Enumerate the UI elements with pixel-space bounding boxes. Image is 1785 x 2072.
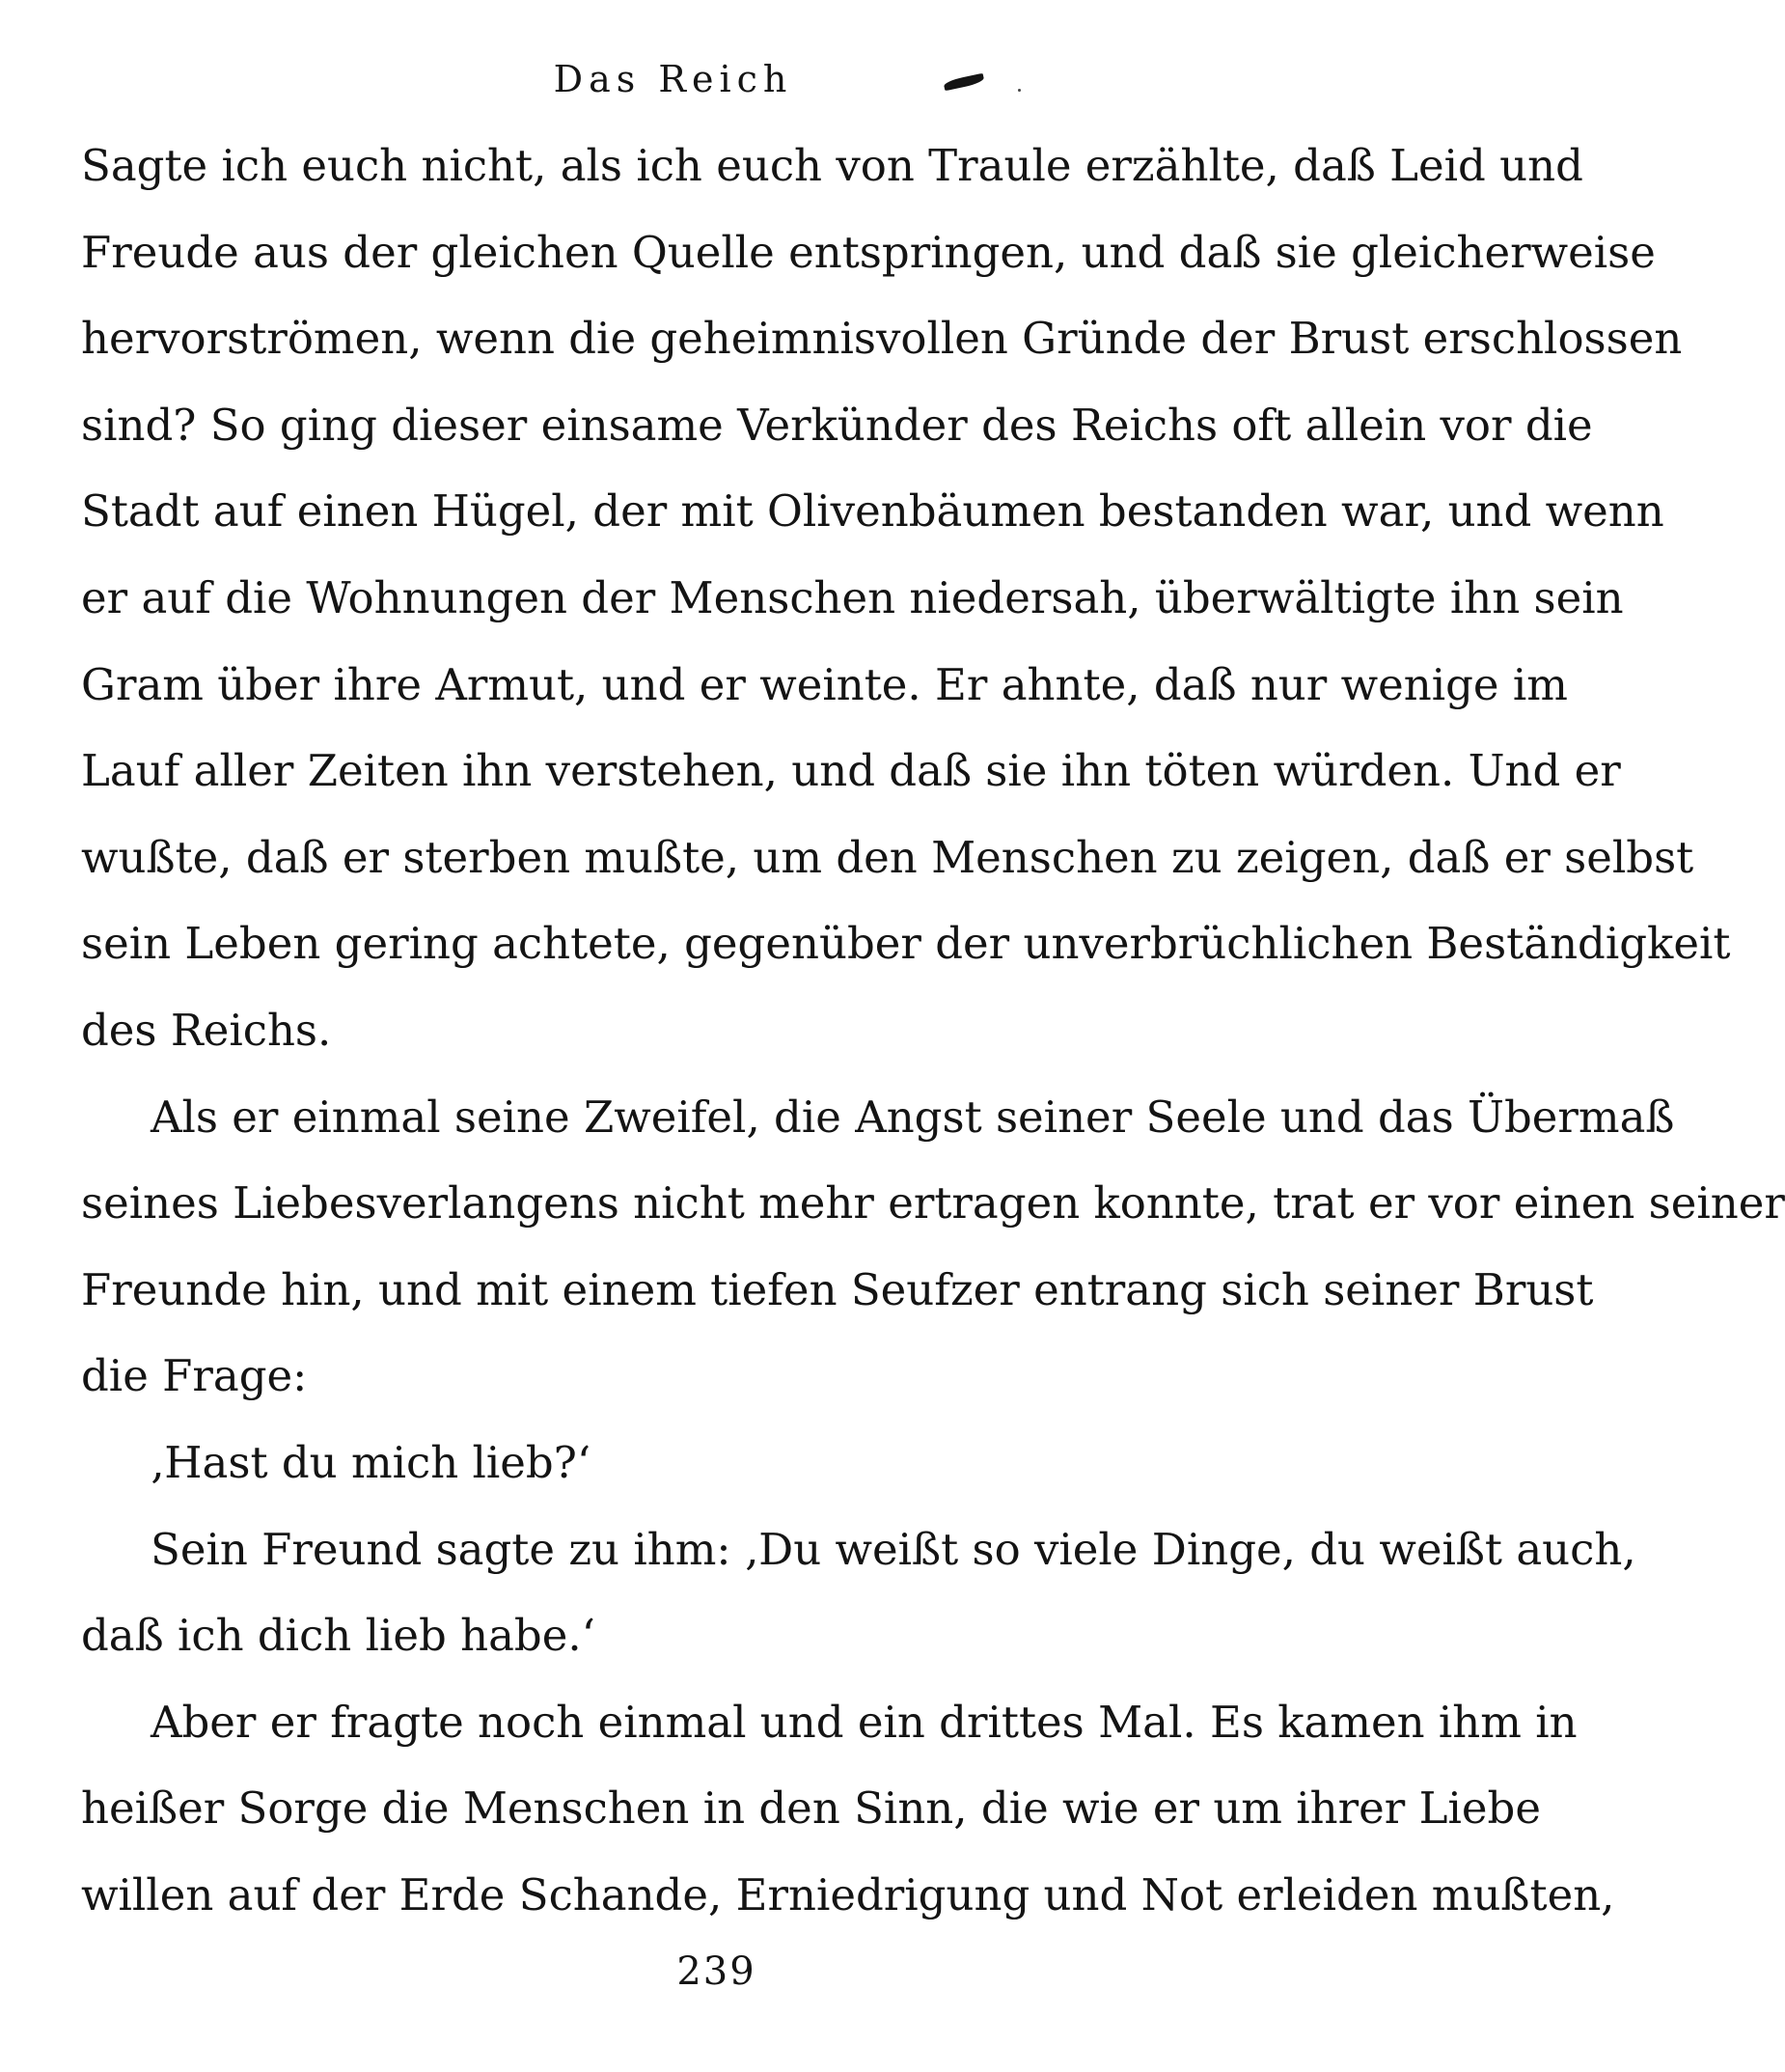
- text-line: ‚Hast du mich lieb?‘: [151, 1436, 591, 1488]
- text-line: seines Liebesverlangens nicht mehr ertragen konnte, trat er vor einen seiner: [81, 1177, 1785, 1229]
- page-number: 239: [676, 1949, 756, 1994]
- text-line: willen auf der Erde Schande, Erniedrigung und Not erleiden mußten,: [81, 1868, 1615, 1920]
- text-line: hervorströmen, wenn die geheimnisvollen Gründe der Brust erschlossen: [81, 313, 1683, 365]
- body-text: [81, 137, 1785, 1952]
- running-head: Das Reich: [553, 58, 793, 100]
- ornament-dot-icon: [1018, 89, 1021, 92]
- text-line: sind? So ging dieser einsame Verkünder des Reichs oft allein vor die: [81, 399, 1593, 451]
- text-line: Sein Freund sagte zu ihm: ‚Du weißt so viele Dinge, du weißt auch,: [151, 1523, 1636, 1575]
- text-line: Freude aus der gleichen Quelle entspringen, und daß sie gleicherweise: [81, 226, 1656, 278]
- text-line: sein Leben gering achtete, gegenüber der unverbrüchlichen Beständigkeit: [81, 918, 1731, 970]
- text-line: Sagte ich euch nicht, als ich euch von Traule erzählte, daß Leid und: [81, 140, 1583, 191]
- text-line: er auf die Wohnungen der Menschen niedersah, überwältigte ihn sein: [81, 571, 1624, 623]
- text-line: des Reichs.: [81, 1004, 332, 1056]
- text-line: wußte, daß er sterben mußte, um den Menschen zu zeigen, daß er selbst: [81, 831, 1694, 883]
- text-line: heißer Sorge die Menschen in den Sinn, die wie er um ihrer Liebe: [81, 1782, 1541, 1835]
- text-line: Als er einmal seine Zweifel, die Angst seiner Seele und das Übermaß: [151, 1091, 1675, 1143]
- text-line: Gram über ihre Armut, und er weinte. Er ahnte, daß nur wenige im: [81, 658, 1568, 710]
- text-line: Lauf aller Zeiten ihn verstehen, und daß sie ihn töten würden. Und er: [81, 745, 1621, 797]
- text-line: Freunde hin, und mit einem tiefen Seufzer entrang sich seiner Brust: [81, 1263, 1594, 1315]
- text-line: Aber er fragte noch einmal und ein drittes Mal. Es kamen ihm in: [151, 1696, 1578, 1748]
- text-line: die Frage:: [81, 1350, 308, 1402]
- text-line: Stadt auf einen Hügel, der mit Olivenbäumen bestanden war, und wenn: [81, 485, 1664, 538]
- text-line: daß ich dich lieb habe.‘: [81, 1610, 595, 1662]
